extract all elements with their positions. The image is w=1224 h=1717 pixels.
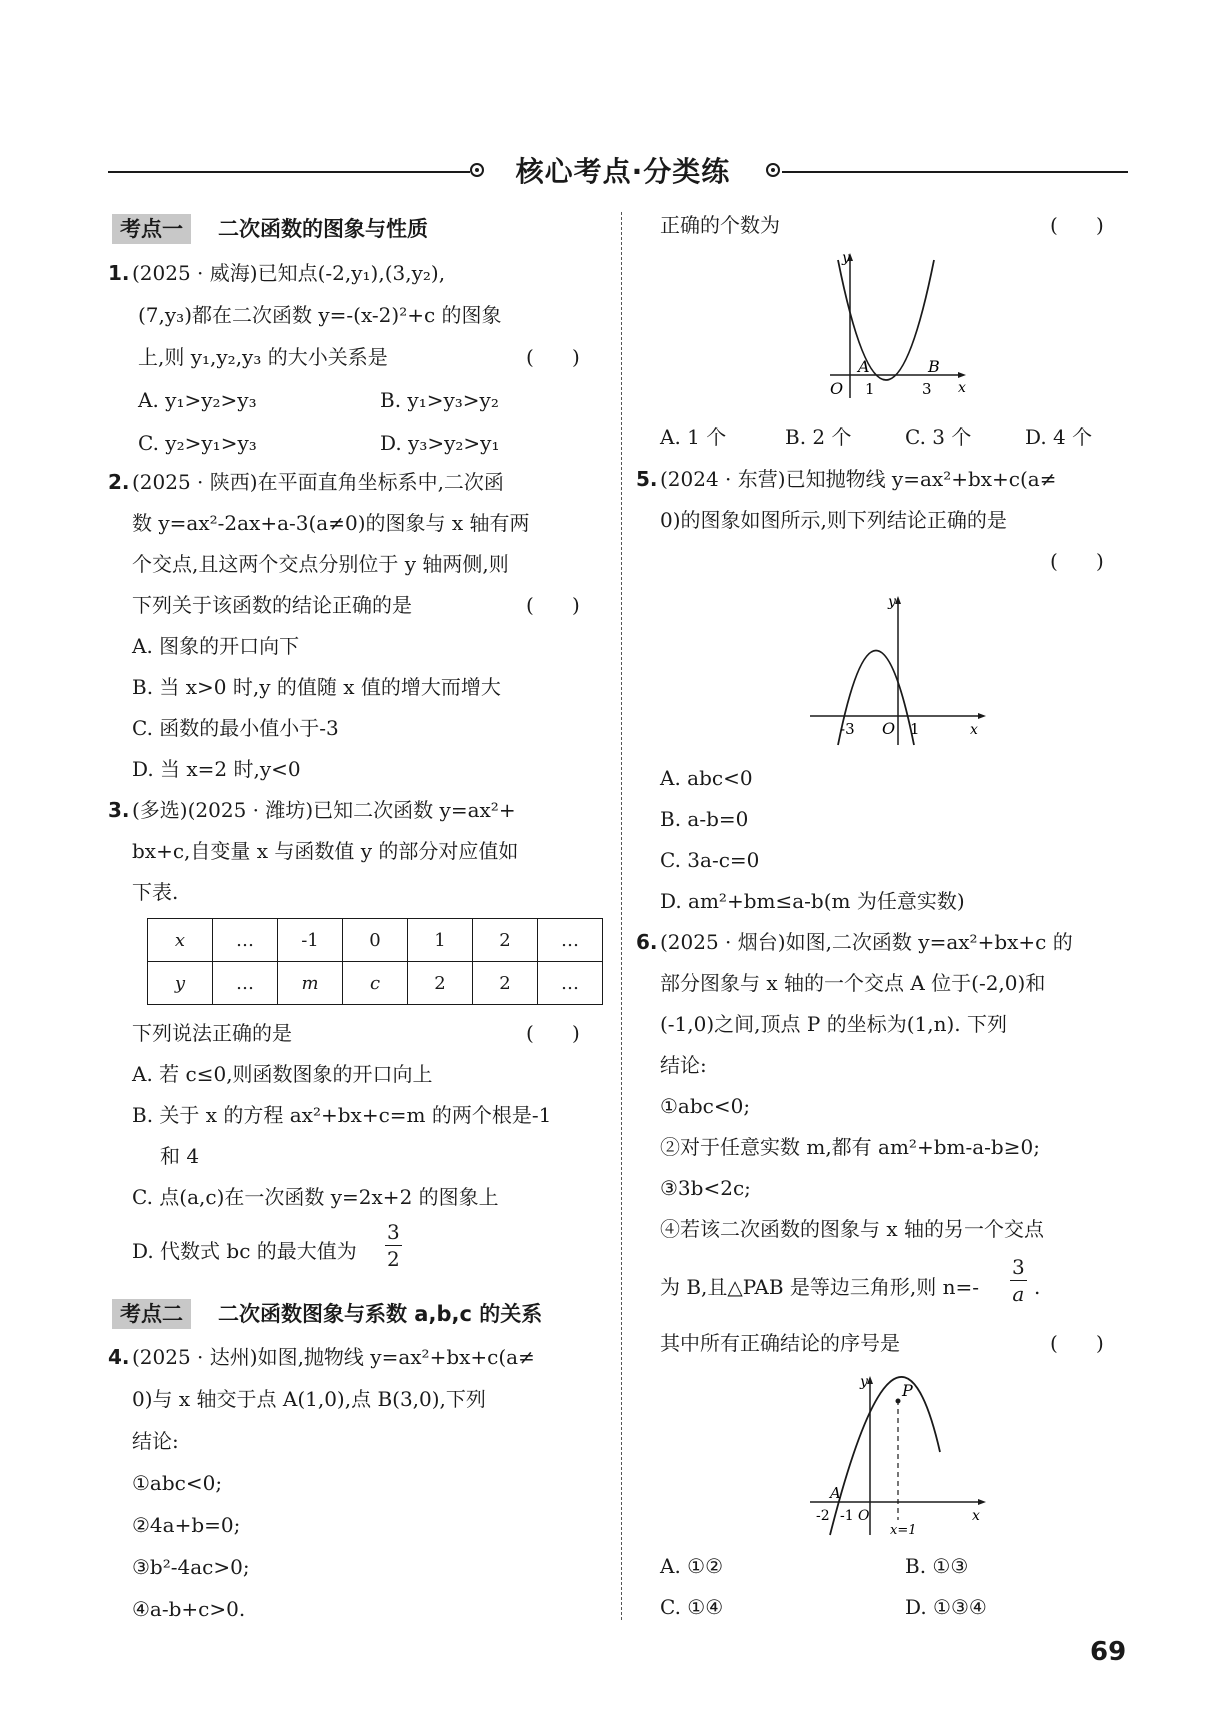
origin-label: O <box>830 379 844 398</box>
question-number: 5. <box>636 467 658 491</box>
table-cell: … <box>538 962 603 1005</box>
q4-conclusion-3: ③b²-4ac>0; <box>132 1555 250 1579</box>
q1-line-3: 上,则 y₁,y₂,y₃ 的大小关系是 <box>138 345 388 369</box>
q3-line-3: 下表. <box>132 880 179 904</box>
q4-parabola-figure <box>820 250 970 410</box>
section-title-1: 二次函数的图象与性质 <box>218 217 428 241</box>
question-number: 6. <box>636 930 658 954</box>
table-cell: … <box>538 919 603 962</box>
table-cell: 0 <box>343 919 408 962</box>
q2-line-1: (2025 · 陕西)在平面直角坐标系中,二次函 <box>132 470 504 494</box>
q6-conclusion-4-cont: 为 B,且△PAB 是等边三角形,则 n=- <box>660 1275 980 1299</box>
section-tag-1: 考点一 <box>112 214 191 244</box>
header-ornament-left <box>470 163 484 177</box>
q6-parabola-figure <box>800 1370 990 1540</box>
tick-label-neg1: -1 <box>840 1508 854 1524</box>
q2-option-b: B. 当 x>0 时,y 的值随 x 值的增大而增大 <box>132 675 501 699</box>
table-cell: y <box>148 962 213 1005</box>
header-rule-right <box>782 171 1128 173</box>
question-number: 3. <box>108 798 130 822</box>
q3-option-c: C. 点(a,c)在一次函数 y=2x+2 的图象上 <box>132 1185 499 1209</box>
tick-label-3: 3 <box>922 380 932 398</box>
q1-option-c: C. y₂>y₁>y₃ <box>138 431 257 455</box>
q6-conclusion-4: ④若该二次函数的图象与 x 轴的另一个交点 <box>660 1217 1044 1241</box>
q4-continuation: 正确的个数为 <box>660 213 780 237</box>
answer-blank: ( ) <box>526 1021 580 1045</box>
q2-line-4: 下列关于该函数的结论正确的是 <box>132 593 412 617</box>
column-divider <box>621 212 622 1620</box>
x-axis-label: x <box>972 1508 980 1524</box>
q4-option-c: C. 3 个 <box>905 425 972 449</box>
table-row <box>148 919 603 962</box>
axis-of-symmetry-label: x=1 <box>890 1523 917 1538</box>
page-number: 69 <box>1090 1637 1127 1667</box>
table-cell: 2 <box>473 919 538 962</box>
q2-option-c: C. 函数的最小值小于-3 <box>132 716 339 740</box>
section-title-2: 二次函数图象与系数 a,b,c 的关系 <box>218 1302 543 1326</box>
q6-line-2: 部分图象与 x 轴的一个交点 A 位于(-2,0)和 <box>660 971 1046 995</box>
answer-blank: ( ) <box>526 593 580 617</box>
q4-conclusion-2: ②4a+b=0; <box>132 1513 241 1537</box>
answer-blank: ( ) <box>1050 549 1104 573</box>
q6-option-d: D. ①③④ <box>905 1595 987 1619</box>
q3-option-b-cont: 和 4 <box>160 1144 200 1168</box>
table-cell: … <box>213 919 278 962</box>
q4-line-2: 0)与 x 轴交于点 A(1,0),点 B(3,0),下列 <box>132 1387 486 1411</box>
q6-conclusion-2: ②对于任意实数 m,都有 am²+bm-a-b≥0; <box>660 1135 1040 1159</box>
point-a-label: A <box>858 357 870 376</box>
q3-line-4: 下列说法正确的是 <box>132 1021 292 1045</box>
table-cell: -1 <box>278 919 343 962</box>
q1-option-b: B. y₁>y₃>y₂ <box>380 388 499 412</box>
value-table <box>147 918 603 1005</box>
q5-line-1: (2024 · 东营)已知抛物线 y=ax²+bx+c(a≠ <box>660 467 1057 491</box>
y-axis-label: y <box>888 594 896 610</box>
q6-line-4: 结论: <box>660 1053 707 1077</box>
q4-line-1: (2025 · 达州)如图,抛物线 y=ax²+bx+c(a≠ <box>132 1345 535 1369</box>
origin-label: O <box>882 719 896 738</box>
question-number: 2. <box>108 470 130 494</box>
fraction-numerator: 3 <box>387 1220 400 1244</box>
point-a-label: A <box>830 1484 841 1502</box>
q4-line-3: 结论: <box>132 1429 179 1453</box>
q5-option-c: C. 3a-c=0 <box>660 848 760 872</box>
table-cell: x <box>148 919 213 962</box>
table-cell: 1 <box>408 919 473 962</box>
x-axis-label: x <box>958 380 966 396</box>
q3-option-b: B. 关于 x 的方程 ax²+bx+c=m 的两个根是-1 <box>132 1103 552 1127</box>
q3-line-1: (多选)(2025 · 潍坊)已知二次函数 y=ax²+ <box>132 798 516 822</box>
header-rule-left <box>108 171 470 173</box>
answer-blank: ( ) <box>1050 213 1104 237</box>
origin-label: O <box>858 1508 870 1524</box>
q4-option-b: B. 2 个 <box>785 425 852 449</box>
q5-option-d: D. am²+bm≤a-b(m 为任意实数) <box>660 889 965 913</box>
q3-line-2: bx+c,自变量 x 与函数值 y 的部分对应值如 <box>132 839 519 863</box>
fraction-3-over-a <box>1010 1254 1027 1307</box>
y-axis-label: y <box>860 1374 868 1390</box>
q1-line-2: (7,y₃)都在二次函数 y=-(x-2)²+c 的图象 <box>138 303 502 327</box>
q6-option-c: C. ①④ <box>660 1595 724 1619</box>
table-cell: 2 <box>473 962 538 1005</box>
table-cell: c <box>343 962 408 1005</box>
q1-option-a: A. y₁>y₂>y₃ <box>138 388 257 412</box>
q5-option-a: A. abc<0 <box>660 766 753 790</box>
table-cell: m <box>278 962 343 1005</box>
q6-line-3: (-1,0)之间,顶点 P 的坐标为(1,n). 下列 <box>660 1012 1007 1036</box>
fraction-denominator: 2 <box>387 1247 400 1271</box>
q3-option-d: D. 代数式 bc 的最大值为 <box>132 1239 357 1263</box>
q2-line-3: 个交点,且这两个交点分别位于 y 轴两侧,则 <box>132 552 509 576</box>
q6-period: . <box>1034 1275 1041 1299</box>
q4-option-a: A. 1 个 <box>660 425 727 449</box>
x-axis-label: x <box>970 722 978 738</box>
q5-line-2: 0)的图象如图所示,则下列结论正确的是 <box>660 508 1007 532</box>
table-row <box>148 962 603 1005</box>
tick-label-1: 1 <box>865 380 875 398</box>
fraction-numerator: 3 <box>1012 1255 1025 1279</box>
tick-label-neg2: -2 <box>816 1508 830 1524</box>
q1-option-d: D. y₃>y₂>y₁ <box>380 431 500 455</box>
q2-line-2: 数 y=ax²-2ax+a-3(a≠0)的图象与 x 轴有两 <box>132 511 530 535</box>
table-cell: … <box>213 962 278 1005</box>
q4-conclusion-1: ①abc<0; <box>132 1471 223 1495</box>
q3-option-a: A. 若 c≤0,则函数图象的开口向上 <box>132 1062 433 1086</box>
y-axis-label: y <box>842 250 850 266</box>
table-cell: 2 <box>408 962 473 1005</box>
tick-label-neg3: -3 <box>840 720 855 738</box>
q6-option-a: A. ①② <box>660 1554 724 1578</box>
q2-option-d: D. 当 x=2 时,y<0 <box>132 757 301 781</box>
question-number: 1. <box>108 261 130 285</box>
question-number: 4. <box>108 1345 130 1369</box>
page-header-title: 核心考点·分类练 <box>515 155 731 188</box>
q1-line-1: (2025 · 威海)已知点(-2,y₁),(3,y₂), <box>132 261 446 285</box>
fraction-denominator: a <box>1012 1282 1025 1306</box>
fraction-3-over-2 <box>385 1219 402 1272</box>
section-tag-2: 考点二 <box>112 1299 191 1329</box>
q6-conclusion-3: ③3b<2c; <box>660 1176 751 1200</box>
q6-line-1: (2025 · 烟台)如图,二次函数 y=ax²+bx+c 的 <box>660 930 1073 954</box>
answer-blank: ( ) <box>1050 1331 1104 1355</box>
q6-line-5: 其中所有正确结论的序号是 <box>660 1331 900 1355</box>
header-ornament-right <box>766 163 780 177</box>
q4-conclusion-4: ④a-b+c>0. <box>132 1597 246 1621</box>
q5-option-b: B. a-b=0 <box>660 807 749 831</box>
vertex-p-label: P <box>902 1381 913 1400</box>
point-b-label: B <box>928 357 940 376</box>
answer-blank: ( ) <box>526 345 580 369</box>
q6-option-b: B. ①③ <box>905 1554 969 1578</box>
q4-option-d: D. 4 个 <box>1025 425 1093 449</box>
q5-parabola-figure <box>810 590 990 750</box>
q6-conclusion-1: ①abc<0; <box>660 1094 751 1118</box>
tick-label-1: 1 <box>910 720 920 738</box>
q2-option-a: A. 图象的开口向下 <box>132 634 300 658</box>
